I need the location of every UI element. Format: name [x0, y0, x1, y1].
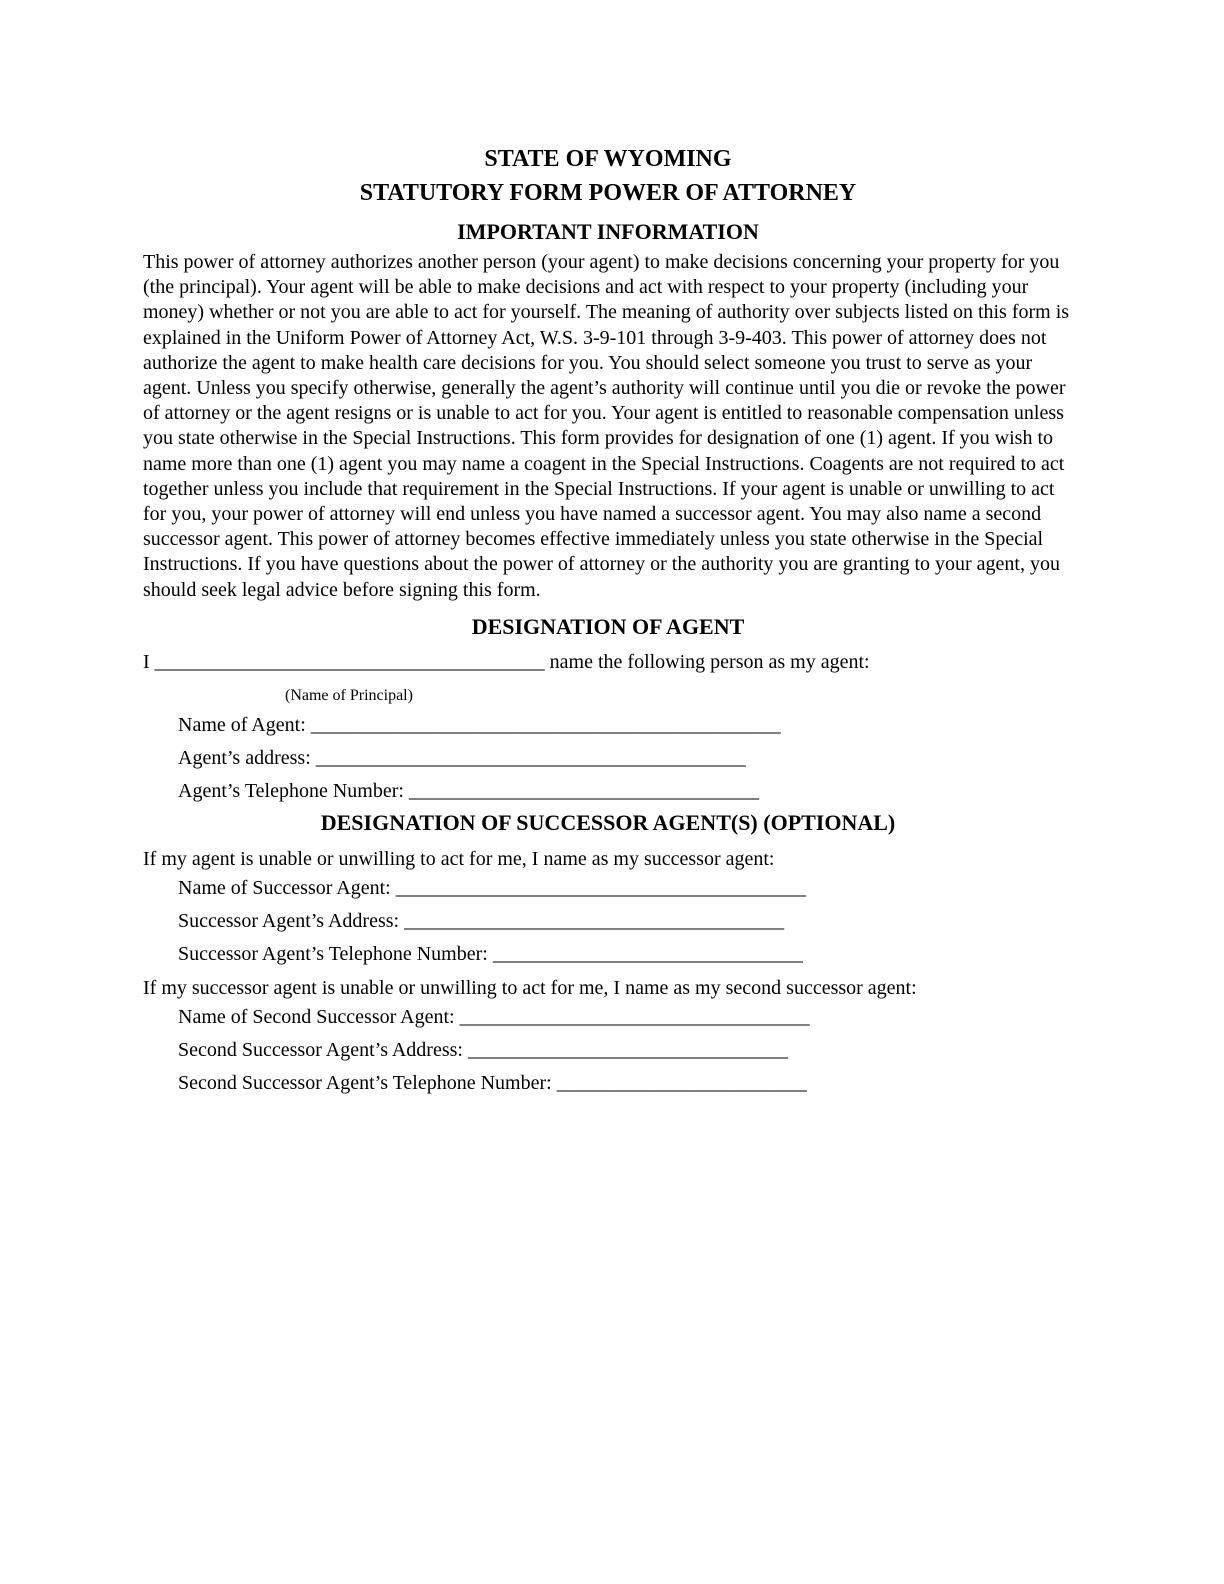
agent-telephone-field[interactable]: Agent’s Telephone Number: ___________________________________	[178, 779, 759, 802]
principal-name-field[interactable]: I _______________________________________ name the following person as my agent:	[143, 650, 870, 673]
second-successor-agent-name-field[interactable]: Name of Second Successor Agent: ___________________________________	[178, 1005, 810, 1028]
successor-agent-heading: DESIGNATION OF SUCCESSOR AGENT(S) (OPTIONAL)	[320, 809, 896, 835]
second-successor-agent-telephone-field[interactable]: Second Successor Agent’s Telephone Number: _________________________	[178, 1071, 807, 1094]
important-information-heading: IMPORTANT INFORMATION	[457, 219, 759, 244]
document-title-form: STATUTORY FORM POWER OF ATTORNEY	[359, 180, 857, 206]
successor-agent-telephone-field[interactable]: Successor Agent’s Telephone Number: _______________________________	[178, 942, 803, 965]
important-information-paragraph: This power of attorney authorizes another person (your agent) to make decisions concerning your property for you (the principal). Your agent will be able to make decisions and act with respect to your property (including your money) whether or not you are able to act for yourself. The meaning of authority over subjects listed on this form is explained in the Uniform Power of Attorney Act, W.S. 3-9-101 through 3-9-403. This power of attorney does not authorize the agent to make health care decisions for you. You should select someone you trust to serve as your agent. Unless you specify otherwise, generally the agent’s authority will continue until you die or revoke the power of attorney or the agent resigns or is unable to act for you. Your agent is entitled to reasonable compensation unless you state otherwise in the Special Instructions. This form provides for designation of one (1) agent. If you wish to name more than one (1) agent you may name a coagent in the Special Instructions. Coagents are not required to act together unless you include that requirement in the Special Instructions. If your agent is unable or unwilling to act for you, your power of attorney will end unless you have named a successor agent. You may also name a second successor agent. This power of attorney becomes effective immediately unless you state otherwise in the Special Instructions. If you have questions about the power of attorney or the authority you are granting to your agent, you should seek legal advice before signing this form.	[143, 251, 1070, 601]
successor-agent-name-field[interactable]: Name of Successor Agent: _________________________________________	[178, 876, 806, 899]
agent-name-field[interactable]: Name of Agent: _______________________________________________	[178, 713, 781, 736]
document-title-state: STATE OF WYOMING	[484, 146, 732, 172]
successor-agent-intro: If my agent is unable or unwilling to act for me, I name as my successor agent:	[143, 847, 775, 870]
second-successor-agent-address-field[interactable]: Second Successor Agent’s Address: ________________________________	[178, 1038, 788, 1061]
agent-address-field[interactable]: Agent’s address: ___________________________________________	[178, 746, 746, 769]
second-successor-agent-intro: If my successor agent is unable or unwilling to act for me, I name as my second successor agent:	[143, 976, 917, 999]
principal-name-caption: (Name of Principal)	[285, 686, 413, 704]
designation-of-agent-heading: DESIGNATION OF AGENT	[471, 613, 745, 639]
successor-agent-address-field[interactable]: Successor Agent’s Address: ______________________________________	[178, 909, 785, 932]
document-page	[143, 142, 1073, 1096]
